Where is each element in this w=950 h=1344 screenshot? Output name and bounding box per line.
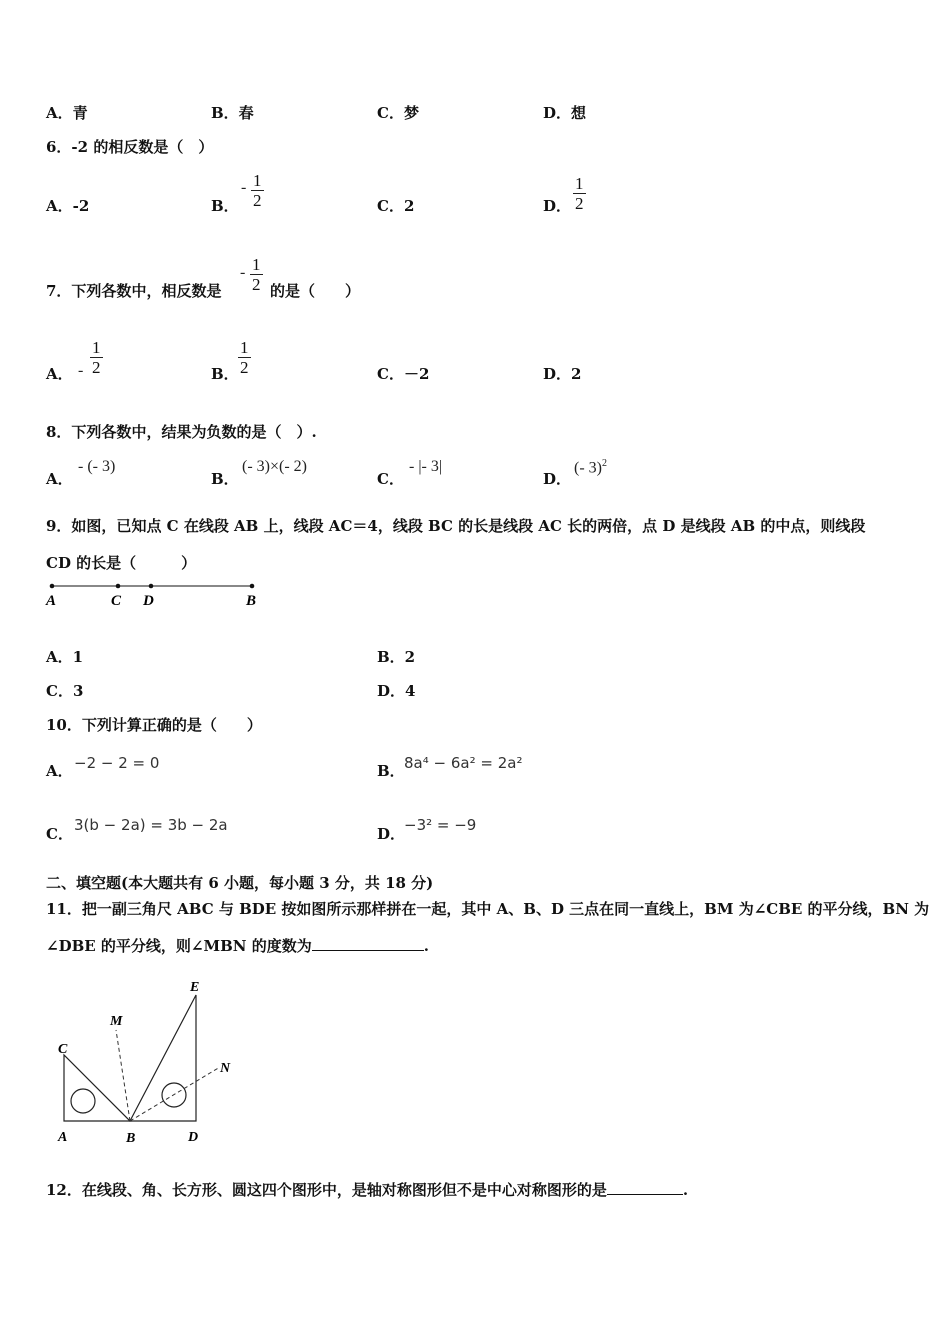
q12-stem-end: . bbox=[682, 1181, 689, 1199]
q8-option-b-expr: (- 3)×(- 2) bbox=[242, 458, 307, 475]
q11-stem-line1: 11．把一副三角尺 ABC 与 BDE 按如图所示那样拼在一起，其中 A、B、D 三点在同一直线上，BM 为∠CBE 的平分线，BN 为 bbox=[46, 900, 930, 918]
q9-line-segment-figure bbox=[40, 578, 270, 612]
section-2-title: 二、填空题(本大题共有 6 小题，每小题 3 分，共 18 分) bbox=[46, 874, 434, 892]
label-n: N bbox=[220, 1061, 231, 1076]
q12-stem bbox=[46, 1179, 688, 1200]
q8-option-b-label: B． bbox=[211, 470, 239, 488]
q8-option-a-expr: - (- 3) bbox=[78, 458, 116, 475]
point-c bbox=[116, 584, 121, 589]
q10-stem: 10．下列计算正确的是（ ） bbox=[46, 716, 262, 734]
q10-option-b-expr: 8a⁴ − 6a² = 2a² bbox=[404, 754, 523, 772]
q5-option-b: B．春 bbox=[211, 104, 254, 122]
point-a bbox=[50, 584, 55, 589]
q7-option-d: D．2 bbox=[543, 365, 582, 383]
label-m: M bbox=[110, 1014, 123, 1029]
q10-option-c-expr: 3(b − 2a) = 3b − 2a bbox=[74, 816, 228, 834]
q6-option-d-label: D． bbox=[543, 197, 572, 215]
q7-stem-post: 的是（ ） bbox=[270, 282, 361, 300]
q9-option-c: C．3 bbox=[46, 682, 84, 700]
q5-option-c: C．梦 bbox=[377, 104, 419, 122]
q7-stem-numerator: 1 bbox=[252, 255, 261, 274]
label-a: A bbox=[46, 593, 57, 609]
q6-d-denominator: 2 bbox=[575, 194, 584, 213]
q7-stem-pre: 7．下列各数中，相反数是 bbox=[46, 282, 222, 300]
q10-option-c-label: C． bbox=[46, 825, 73, 843]
q7-option-c: C．－2 bbox=[377, 365, 430, 383]
q6-option-b-sign: - bbox=[241, 179, 247, 196]
q6-option-d-fraction bbox=[573, 174, 586, 213]
q6-option-c: C．2 bbox=[377, 197, 415, 215]
q11-triangle-figure bbox=[50, 975, 250, 1150]
q8-option-a-label: A． bbox=[46, 470, 73, 488]
q7-stem-denominator: 2 bbox=[252, 275, 261, 294]
q5-option-a: A．青 bbox=[46, 104, 88, 122]
ray-bm bbox=[116, 1030, 130, 1121]
triangle-bde bbox=[130, 995, 196, 1121]
label-b: B bbox=[126, 1131, 136, 1146]
q11-answer-blank[interactable] bbox=[312, 936, 424, 951]
q7-stem-fraction bbox=[250, 255, 263, 294]
label-c: C bbox=[111, 593, 122, 609]
label-e: E bbox=[190, 980, 200, 995]
label-a: A bbox=[58, 1130, 68, 1145]
q9-stem-line2: CD 的长是（ ） bbox=[46, 554, 197, 572]
q11-stem-line2-text: ∠DBE 的平分线，则∠MBN 的度数为 bbox=[46, 937, 312, 955]
q8-option-d-expr bbox=[574, 458, 607, 477]
q11-stem-line2-end: . bbox=[423, 937, 429, 955]
q6-option-a: A．-2 bbox=[46, 197, 90, 215]
q6-d-numerator: 1 bbox=[575, 174, 584, 193]
q10-option-d-label: D． bbox=[377, 825, 406, 843]
q7-b-numerator: 1 bbox=[240, 338, 249, 357]
q7-a-numerator: 1 bbox=[92, 338, 101, 357]
q7-option-a-label: A． bbox=[46, 365, 73, 383]
q10-option-d-expr: −3² = −9 bbox=[404, 816, 477, 834]
q7-stem-sign: - bbox=[240, 264, 246, 281]
q6-option-b-label: B． bbox=[211, 197, 239, 215]
q8-stem: 8．下列各数中，结果为负数的是（ ）. bbox=[46, 423, 317, 441]
label-d: D bbox=[143, 593, 154, 609]
triangle-abc-hole bbox=[71, 1089, 95, 1113]
q8-option-c-expr: - |- 3| bbox=[409, 458, 443, 475]
q9-option-b: B．2 bbox=[377, 648, 416, 666]
q7-a-denominator: 2 bbox=[92, 358, 101, 377]
q7-option-b-label: B． bbox=[211, 365, 239, 383]
q9-option-d: D．4 bbox=[377, 682, 416, 700]
q6-b-denominator: 2 bbox=[253, 191, 262, 210]
triangle-abc bbox=[64, 1055, 130, 1121]
q8-option-c-label: C． bbox=[377, 470, 404, 488]
q9-stem-line1: 9．如图，已知点 C 在线段 AB 上，线段 AC＝4，线段 BC 的长是线段 AC 长的两倍，点 D 是线段 AB 的中点，则线段 bbox=[46, 517, 866, 535]
q12-answer-blank[interactable] bbox=[607, 1180, 683, 1195]
q10-option-a-expr: −2 − 2 = 0 bbox=[74, 754, 160, 772]
q12-stem-text: 12．在线段、角、长方形、圆这四个图形中，是轴对称图形但不是中心对称图形的是 bbox=[46, 1181, 607, 1199]
label-d: D bbox=[188, 1130, 199, 1145]
q10-option-a-label: A． bbox=[46, 762, 73, 780]
q7-b-denominator: 2 bbox=[240, 358, 249, 377]
label-c: C bbox=[58, 1042, 68, 1057]
q5-option-d: D．想 bbox=[543, 104, 587, 122]
q6-option-b-fraction bbox=[251, 171, 264, 210]
point-d bbox=[149, 584, 154, 589]
q11-stem-line2 bbox=[46, 935, 429, 956]
point-b bbox=[250, 584, 255, 589]
label-b: B bbox=[246, 593, 257, 609]
q8-d-base: (- 3) bbox=[574, 459, 602, 477]
q6-b-numerator: 1 bbox=[253, 171, 262, 190]
q7-option-b-fraction bbox=[238, 338, 251, 377]
q10-option-b-label: B． bbox=[377, 762, 405, 780]
q9-option-a: A．1 bbox=[46, 648, 84, 666]
q7-option-a-sign: - bbox=[78, 362, 84, 379]
q8-d-exponent: 2 bbox=[601, 458, 607, 469]
q7-option-a-fraction bbox=[90, 338, 103, 377]
q8-option-d-label: D． bbox=[543, 470, 572, 488]
q6-stem: 6．-2 的相反数是（ ） bbox=[46, 138, 214, 156]
